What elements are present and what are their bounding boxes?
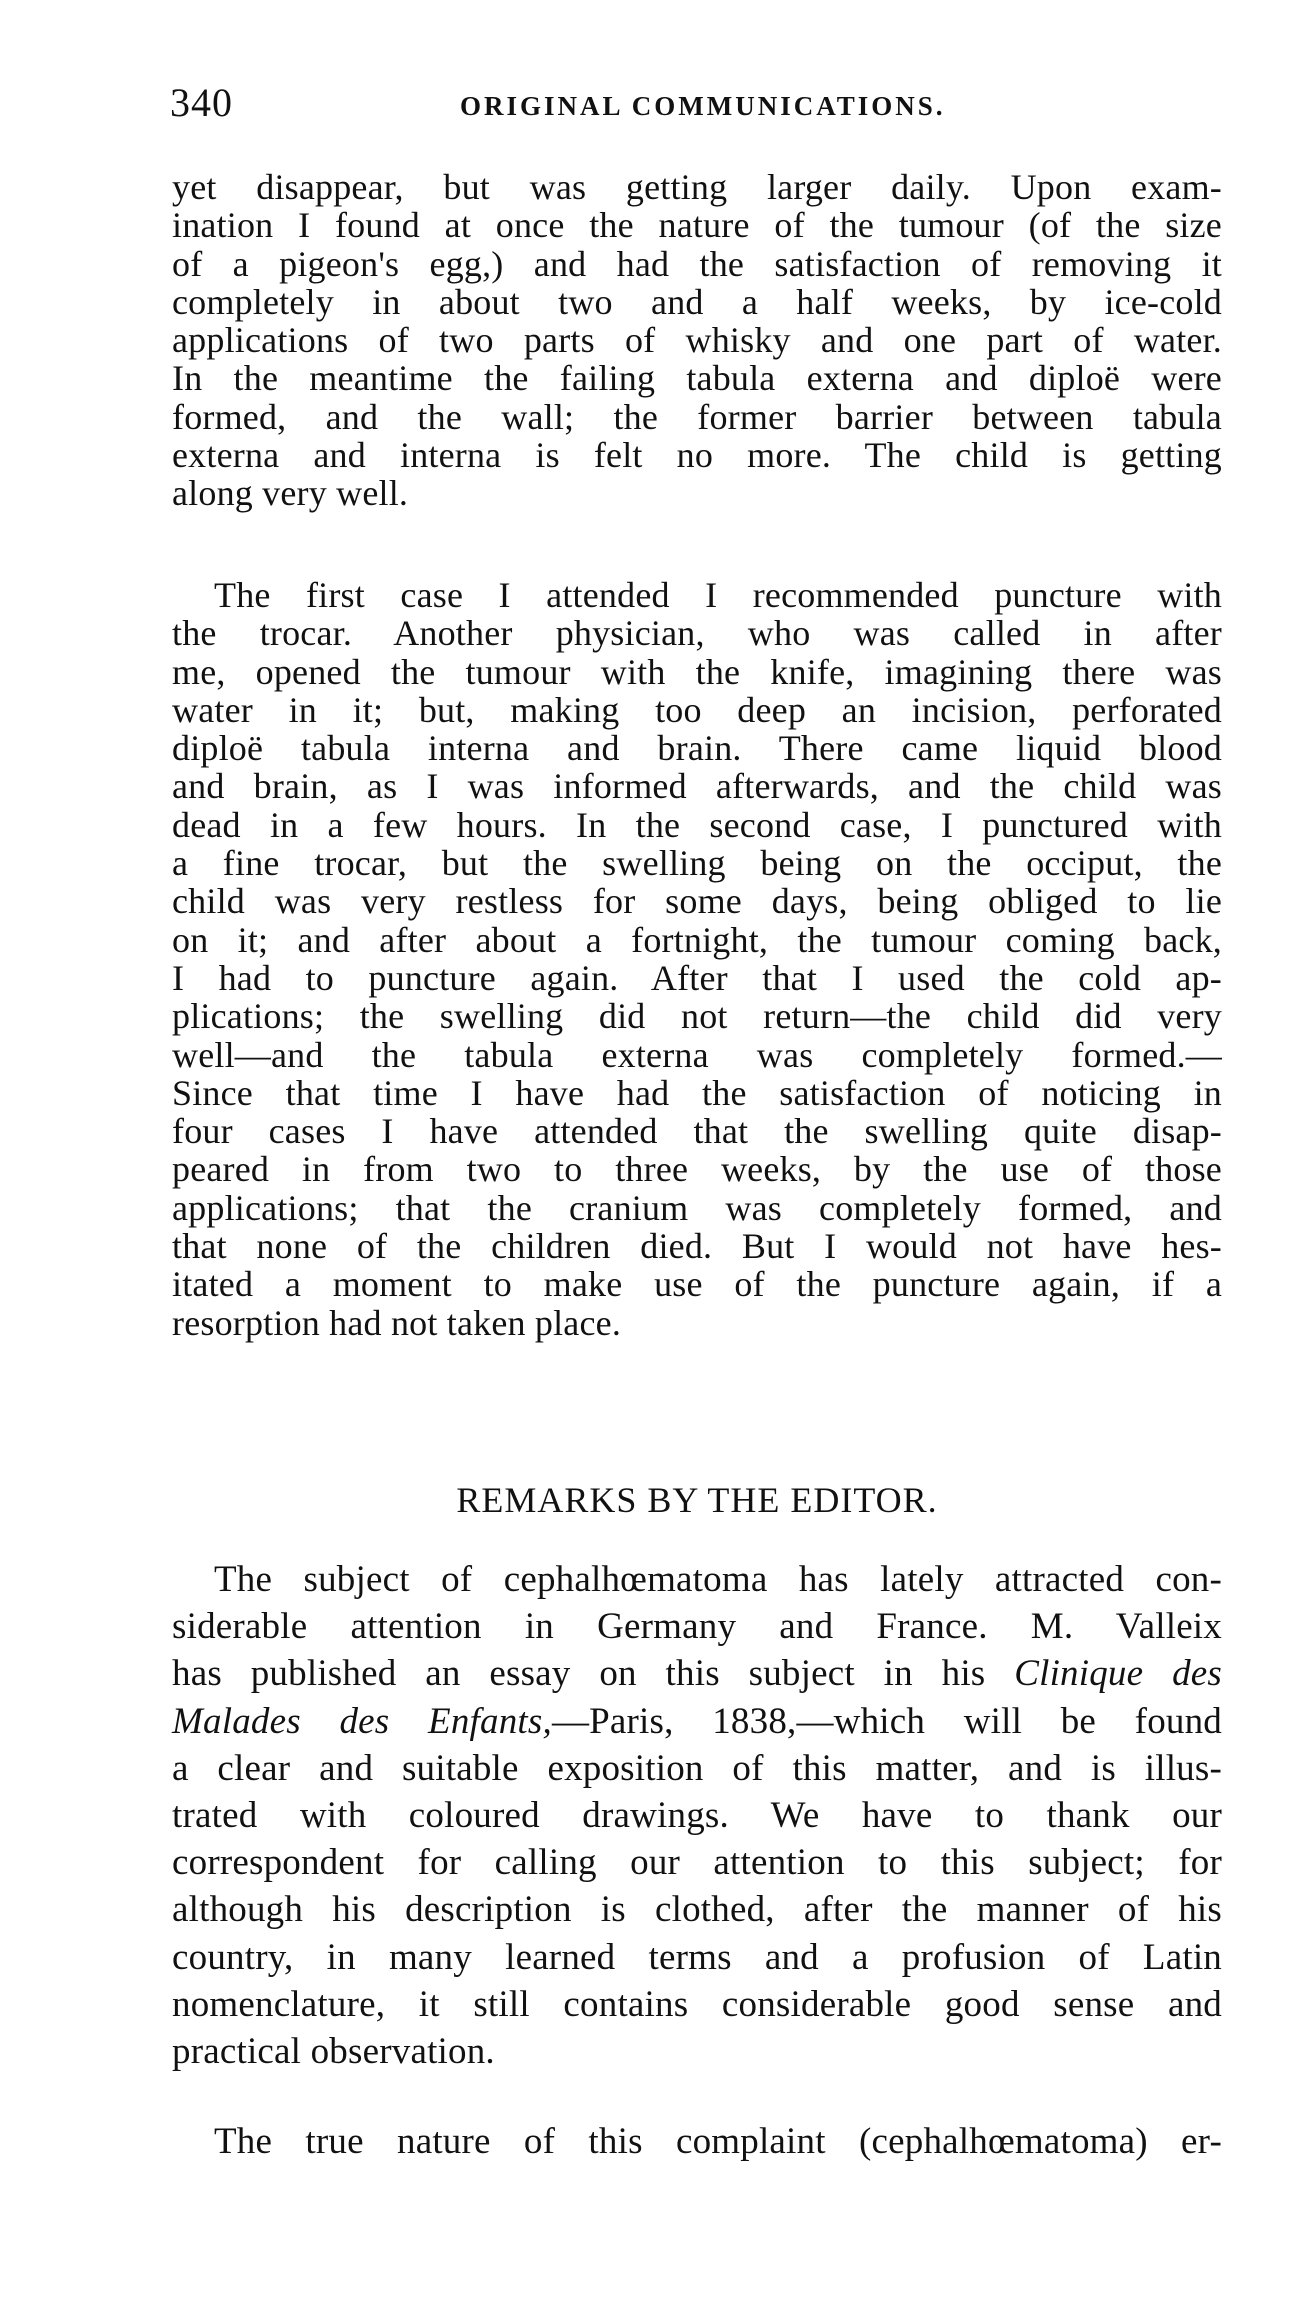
text-line: In the meantime the failing tabula externa and diploë were bbox=[172, 358, 1222, 399]
text-line: The subject of cephalhœmatoma has lately attracted con- bbox=[214, 1559, 1222, 1600]
text-line: applications of two parts of whisky and one part of water. bbox=[172, 320, 1222, 361]
text-line: completely in about two and a half weeks, by ice-cold bbox=[172, 281, 1222, 322]
text-line: peared in from two to three weeks, by the use of those bbox=[172, 1149, 1222, 1190]
text-line: The true nature of this complaint (cephalhœmatoma) er- bbox=[214, 2121, 1222, 2162]
text-line-with-italic bbox=[172, 1650, 1222, 1697]
text-line: a clear and suitable exposition of this matter, and is illus- bbox=[172, 1747, 1222, 1789]
text-line: child was very restless for some days, being obliged to lie bbox=[172, 881, 1222, 922]
text-line: dead in a few hours. In the second case, I punctured with bbox=[172, 804, 1222, 845]
text-line: trated with coloured drawings. We have to thank our bbox=[172, 1795, 1222, 1837]
text-line: externa and interna is felt no more. The child is getting bbox=[172, 435, 1222, 476]
text-segment: has published an essay on this subject in his bbox=[172, 1653, 1015, 1695]
text-line-with-italic bbox=[172, 1698, 1222, 1745]
text-line: practical observation. bbox=[172, 2031, 495, 2073]
text-line: formed, and the wall; the former barrier between tabula bbox=[172, 396, 1222, 437]
text-line: country, in many learned terms and a profusion of Latin bbox=[172, 1936, 1222, 1978]
text-line: resorption had not taken place. bbox=[172, 1302, 622, 1343]
text-line: applications; that the cranium was completely formed, and bbox=[172, 1187, 1222, 1228]
text-line: correspondent for calling our attention to this subject; for bbox=[172, 1842, 1222, 1884]
text-line: although his description is clothed, after the manner of his bbox=[172, 1889, 1222, 1931]
paragraph-true-nature bbox=[172, 2118, 1222, 2165]
text-line: me, opened the tumour with the knife, imagining there was bbox=[172, 651, 1222, 692]
text-line: nomenclature, it still contains considerable good sense and bbox=[172, 1983, 1222, 2025]
text-line: yet disappear, but was getting larger daily. Upon exam- bbox=[172, 167, 1222, 207]
running-head bbox=[170, 78, 1220, 138]
text-line: plications; the swelling did not return—the child did very bbox=[172, 996, 1222, 1037]
text-line: well—and the tabula externa was completely formed.— bbox=[172, 1034, 1222, 1075]
text-line: water in it; but, making too deep an incision, perforated bbox=[172, 689, 1222, 730]
text-line: ination I found at once the nature of the tumour (of the size bbox=[172, 205, 1222, 246]
text-line: itated a moment to make use of the puncture again, if a bbox=[172, 1264, 1222, 1305]
text-line: a fine trocar, but the swelling being on the occiput, the bbox=[172, 843, 1222, 884]
text-line: four cases I have attended that the swelling quite disap- bbox=[172, 1111, 1222, 1152]
text-line: The first case I attended I recommended puncture with bbox=[214, 575, 1222, 615]
paragraph-continuation bbox=[172, 168, 1222, 513]
text-line: Since that time I have had the satisfaction of noticing in bbox=[172, 1072, 1222, 1113]
paragraph-editor-remarks bbox=[172, 1556, 1222, 2075]
text-line: of a pigeon's egg,) and had the satisfaction of removing it bbox=[172, 243, 1222, 284]
page-number: 340 bbox=[170, 80, 233, 125]
running-title: ORIGINAL COMMUNICATIONS. bbox=[460, 91, 946, 121]
text-line: diploë tabula interna and brain. There came liquid blood bbox=[172, 728, 1222, 769]
text-line: I had to puncture again. After that I used the cold ap- bbox=[172, 957, 1222, 998]
text-line: on it; and after about a fortnight, the tumour coming back, bbox=[172, 919, 1222, 960]
text-line: and brain, as I was informed afterwards, and the child was bbox=[172, 766, 1222, 807]
text-line: siderable attention in Germany and France. M. Valleix bbox=[172, 1606, 1222, 1648]
text-line: the trocar. Another physician, who was called in after bbox=[172, 613, 1222, 654]
text-segment: —Paris, 1838,—which will be found bbox=[551, 1700, 1223, 1742]
italic-title: Clinique des bbox=[1014, 1653, 1222, 1695]
section-heading: REMARKS BY THE EDITOR. bbox=[456, 1480, 938, 1520]
text-line: along very well. bbox=[172, 473, 409, 514]
italic-title: Malades des Enfants, bbox=[172, 1700, 552, 1742]
paragraph-cases bbox=[172, 576, 1222, 1342]
text-line: that none of the children died. But I would not have hes- bbox=[172, 1226, 1222, 1267]
